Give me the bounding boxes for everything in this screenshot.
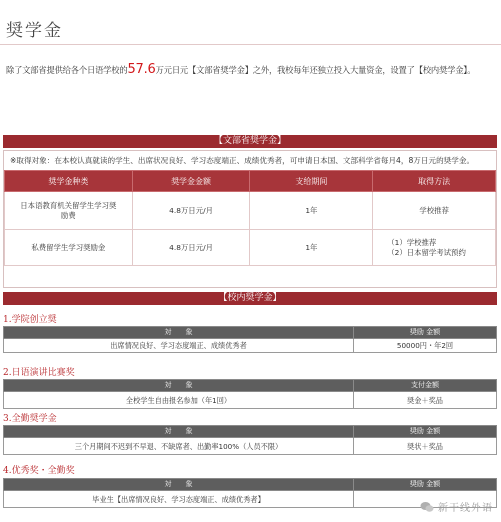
cell-method <box>373 230 496 266</box>
col-period: 支给期间 <box>250 171 373 192</box>
scholarship-table <box>3 379 497 409</box>
col-target: 対 象 <box>4 426 354 438</box>
col-amount: 奨学金金额 <box>132 171 250 192</box>
watermark-text: 新干线外语 <box>438 503 493 514</box>
monbusho-requirement: ※取得对象：在本校认真就读的学生、出席状况良好、学习态度端正、成绩优秀者，可申请日本国、文部科学省每月4，8万日元的奨学金。 <box>10 156 475 165</box>
cell-reward: 奨状＋奖品 <box>354 438 497 455</box>
col-target: 対 象 <box>4 380 354 392</box>
cell-target: 毕业生【出席情况良好、学习态度端正、成绩优秀者】 <box>4 491 354 508</box>
cell-target: 出席情况良好、学习态度端正、成绩优秀者 <box>4 339 354 353</box>
col-type: 奨学金种类 <box>5 171 133 192</box>
cell-target: 三个月期间不迟到不早退、不缺席者、出勤率100%（人员不限） <box>4 438 354 455</box>
intro-after: 万元日元【文部省奨学金】之外，我校每年还独立投入大量资金，设置了【校内奨学金】。 <box>155 65 476 75</box>
intro-before: 除了文部省提供给各个日语学校的 <box>6 65 128 75</box>
monbusho-section-title: 【文部省奨学金】 <box>3 135 497 148</box>
wechat-icon <box>420 501 434 513</box>
col-reward: 奨励 金额 <box>354 479 497 491</box>
col-reward: 奨励 金额 <box>354 426 497 438</box>
section-heading: 3.全勤奨学金 <box>3 414 57 424</box>
col-target: 対 象 <box>4 479 354 491</box>
monbusho-table <box>4 170 496 266</box>
col-reward: 奨励 金额 <box>354 327 497 339</box>
section-heading: 4.优秀奖・全勤奖 <box>3 466 75 476</box>
table-row <box>4 392 497 409</box>
monbusho-section <box>3 150 497 288</box>
cell-reward: 奨金＋奖品 <box>354 392 497 409</box>
monbusho-header-row <box>5 171 496 192</box>
watermark <box>420 499 493 514</box>
cell-type: 日本语教育机关留学生学习奨励费 <box>5 192 133 230</box>
cell-target: 全校学生自由报名参加（年1回） <box>4 392 354 409</box>
col-reward: 支付金额 <box>354 380 497 392</box>
col-method: 取得方法 <box>373 171 496 192</box>
scholarship-table <box>3 425 497 455</box>
section-heading: 2.日语演讲比赛奖 <box>3 368 75 378</box>
table-row <box>5 192 496 230</box>
cell-period: 1年 <box>250 192 373 230</box>
cell-amount: 4.8万日元/月 <box>132 230 250 266</box>
cell-reward: 50000円・年2回 <box>354 339 497 353</box>
table-row <box>4 438 497 455</box>
title-divider <box>0 44 501 45</box>
table-row <box>4 339 497 353</box>
cell-type: 私费留学生学习奨励金 <box>5 230 133 266</box>
intro-text <box>6 62 501 77</box>
cell-period: 1年 <box>250 230 373 266</box>
page-title: 奨学金 <box>6 21 63 41</box>
scholarship-table <box>3 326 497 353</box>
method-line: （1）学校推荐 <box>387 237 437 247</box>
school-section-title: 【校内奨学金】 <box>3 292 497 305</box>
col-target: 対 象 <box>4 327 354 339</box>
section-heading: 1.学院创立奨 <box>3 315 57 325</box>
intro-amount: 57.6 <box>127 62 156 77</box>
cell-method: 学校推荐 <box>373 192 496 230</box>
method-line: （2）日本留学考试预约 <box>387 247 466 257</box>
table-row <box>5 230 496 266</box>
cell-amount: 4.8万日元/月 <box>132 192 250 230</box>
